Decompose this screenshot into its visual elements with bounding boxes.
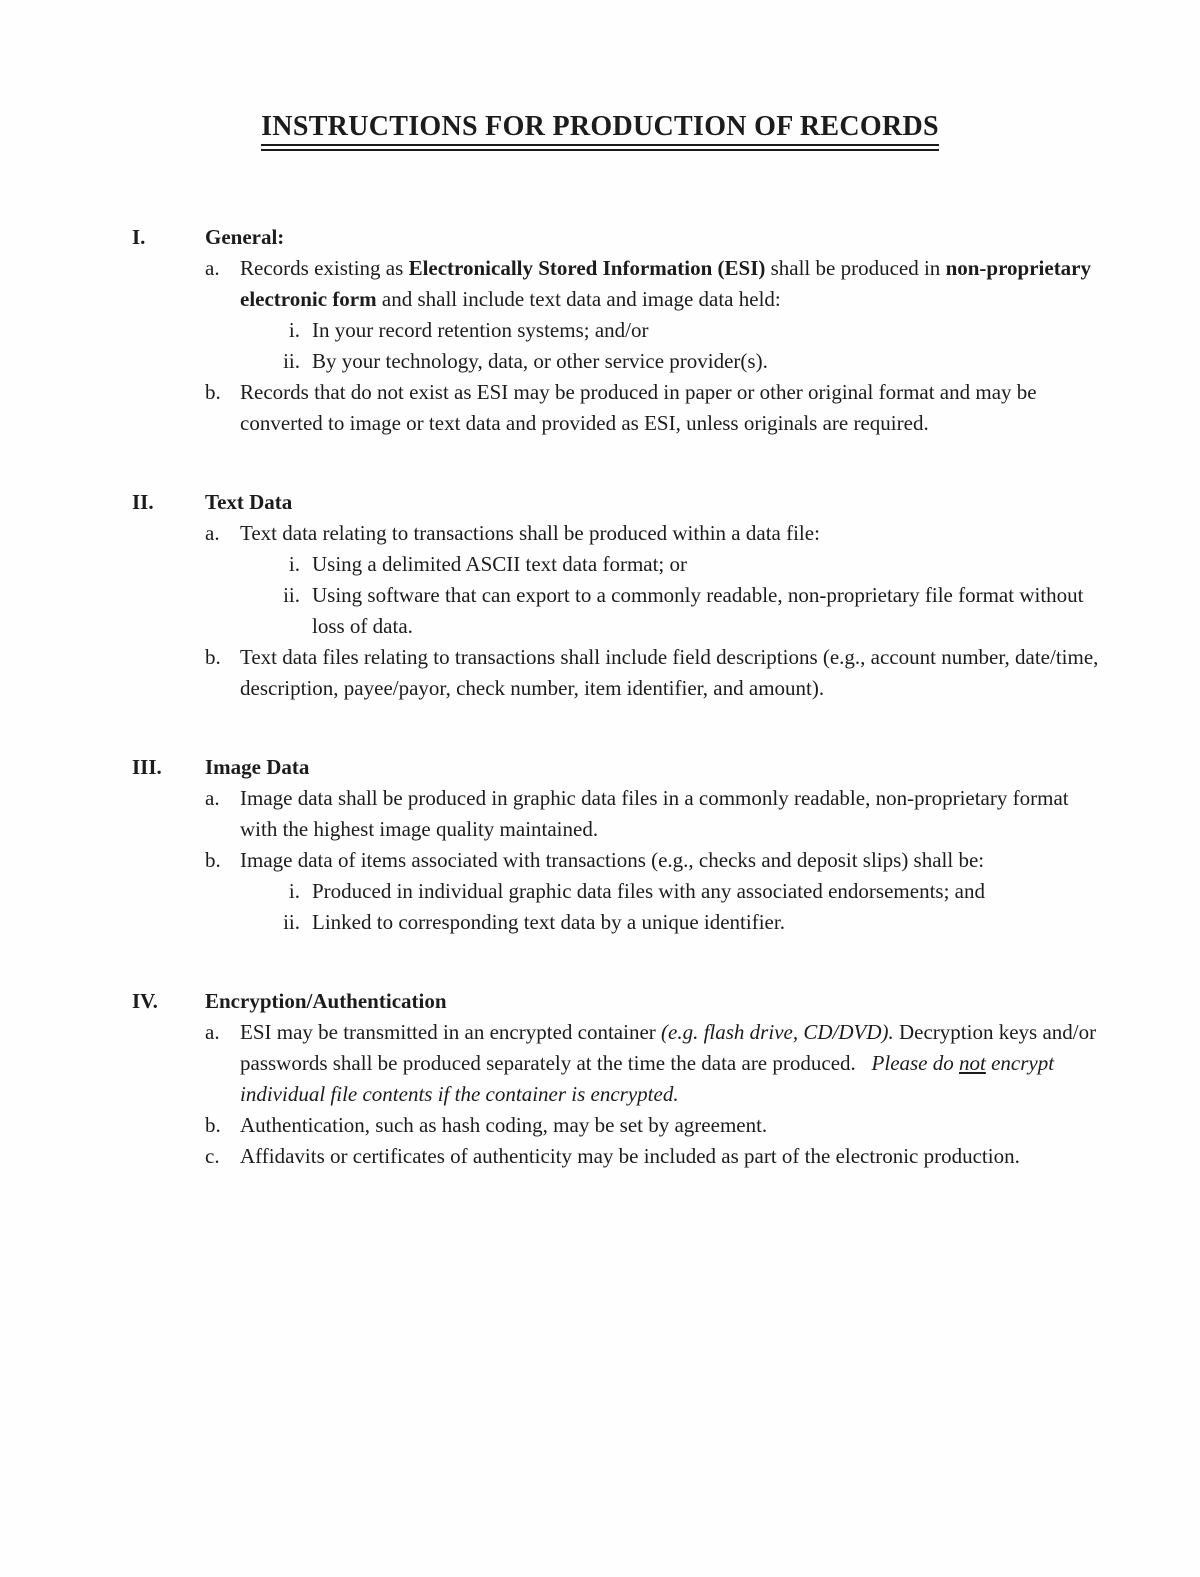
text-segment: Linked to corresponding text data by a unique identifier. bbox=[312, 909, 785, 934]
section-body bbox=[205, 986, 1100, 1172]
text-segment: Decryption keys and/or passwords shall be produced separately at the time the data are produced. bbox=[240, 1019, 1097, 1075]
section-body bbox=[205, 487, 1100, 704]
list-item bbox=[205, 253, 1100, 377]
item-marker: b. bbox=[205, 1112, 221, 1137]
subitem-text bbox=[312, 580, 1100, 642]
text-segment: and shall include text data and image data held: bbox=[376, 286, 781, 311]
item-marker: b. bbox=[205, 379, 221, 404]
subitem-marker: ii. bbox=[283, 348, 300, 373]
section-numeral: III. bbox=[132, 754, 162, 779]
text-segment: Produced in individual graphic data files with any associated endorsements; and bbox=[312, 878, 985, 903]
item-marker: b. bbox=[205, 847, 221, 872]
list-item bbox=[205, 642, 1100, 704]
list-item bbox=[205, 1141, 1100, 1172]
text-segment: not bbox=[959, 1050, 986, 1075]
item-text bbox=[240, 845, 1100, 876]
text-segment: Records that do not exist as ESI may be produced in paper or other original format and may be converted to image or text data and provided as ESI, unless originals are required. bbox=[240, 379, 1037, 435]
document-title: INSTRUCTIONS FOR PRODUCTION OF RECORDS bbox=[261, 111, 939, 151]
item-body bbox=[240, 1110, 1100, 1141]
text-segment: (e.g. flash drive, CD/DVD). bbox=[661, 1019, 894, 1044]
section-block bbox=[132, 986, 1100, 1172]
item-text bbox=[240, 642, 1100, 704]
text-segment: Image data of items associated with transactions (e.g., checks and deposit slips) shall be: bbox=[240, 847, 985, 872]
text-segment: shall be produced in bbox=[765, 255, 946, 280]
sublist-item bbox=[270, 580, 1100, 642]
item-body bbox=[240, 377, 1100, 439]
subitem-text bbox=[312, 549, 1100, 580]
section-body bbox=[205, 222, 1100, 439]
text-segment: Text data relating to transactions shall be produced within a data file: bbox=[240, 520, 820, 545]
list-item bbox=[205, 1110, 1100, 1141]
section-block bbox=[132, 752, 1100, 938]
subitem-marker: i. bbox=[288, 551, 300, 576]
section-numeral: I. bbox=[132, 224, 146, 249]
item-body bbox=[240, 1017, 1100, 1110]
item-marker: a. bbox=[205, 1019, 220, 1044]
sublist-item bbox=[270, 346, 1100, 377]
item-body bbox=[240, 642, 1100, 704]
text-segment: Using a delimited ASCII text data format; or bbox=[312, 551, 688, 576]
text-segment: ESI may be transmitted in an encrypted container bbox=[240, 1019, 662, 1044]
section-heading: Encryption/Authentication bbox=[205, 988, 447, 1013]
item-body bbox=[240, 253, 1100, 377]
item-body bbox=[240, 845, 1100, 938]
item-text bbox=[240, 1110, 1100, 1141]
item-marker: a. bbox=[205, 785, 220, 810]
item-body bbox=[240, 518, 1100, 642]
item-body bbox=[240, 1141, 1100, 1172]
section-numeral: II. bbox=[132, 489, 154, 514]
section-block bbox=[132, 487, 1100, 704]
item-marker: a. bbox=[205, 255, 220, 280]
list-item bbox=[205, 845, 1100, 938]
list-item bbox=[205, 1017, 1100, 1110]
sublist-item bbox=[270, 549, 1100, 580]
list-item bbox=[205, 783, 1100, 845]
text-segment: non-proprietary electronic form bbox=[240, 255, 1092, 311]
text-segment: By your technology, data, or other service provider(s). bbox=[312, 348, 768, 373]
section-body bbox=[205, 752, 1100, 938]
text-segment: Affidavits or certificates of authenticity may be included as part of the electronic production. bbox=[240, 1143, 1020, 1168]
sections-container bbox=[0, 222, 1200, 1172]
subitem-marker: i. bbox=[288, 878, 300, 903]
subitem-text bbox=[312, 315, 1100, 346]
section-numeral: IV. bbox=[132, 988, 158, 1013]
title-row bbox=[0, 0, 1200, 170]
item-body bbox=[240, 783, 1100, 845]
item-text bbox=[240, 253, 1100, 315]
item-text bbox=[240, 783, 1100, 845]
section-heading: Image Data bbox=[205, 754, 310, 779]
text-segment: Using software that can export to a commonly readable, non-proprietary file format without loss of data. bbox=[312, 582, 1084, 638]
item-text bbox=[240, 1017, 1100, 1110]
subitem-marker: ii. bbox=[283, 909, 300, 934]
text-segment: Image data shall be produced in graphic data files in a commonly readable, non-proprietary format with the highest image quality maintained. bbox=[240, 785, 1069, 841]
text-segment: Electronically Stored Information (ESI) bbox=[408, 255, 766, 280]
item-marker: c. bbox=[205, 1143, 220, 1168]
section-block bbox=[132, 222, 1100, 439]
item-text bbox=[240, 377, 1100, 439]
text-segment: encrypt individual file contents if the container is encrypted. bbox=[240, 1050, 1055, 1106]
list-item bbox=[205, 377, 1100, 439]
subitem-marker: i. bbox=[288, 317, 300, 342]
item-marker: b. bbox=[205, 644, 221, 669]
sublist-item bbox=[270, 907, 1100, 938]
item-marker: a. bbox=[205, 520, 220, 545]
item-text bbox=[240, 518, 1100, 549]
subitem-text bbox=[312, 907, 1100, 938]
section-heading: Text Data bbox=[205, 489, 293, 514]
list-item bbox=[205, 518, 1100, 642]
text-segment: Authentication, such as hash coding, may be set by agreement. bbox=[240, 1112, 768, 1137]
item-text bbox=[240, 1141, 1100, 1172]
subitem-text bbox=[312, 876, 1100, 907]
sublist-item bbox=[270, 876, 1100, 907]
subitem-marker: ii. bbox=[283, 582, 300, 607]
text-segment: Text data files relating to transactions shall include field descriptions (e.g., account number, date/time, description, payee/payor, check number, item identifier, and amount). bbox=[240, 644, 1099, 700]
section-heading: General: bbox=[205, 224, 285, 249]
sublist-item bbox=[270, 315, 1100, 346]
text-segment: In your record retention systems; and/or bbox=[312, 317, 649, 342]
subitem-text bbox=[312, 346, 1100, 377]
text-segment: Records existing as bbox=[240, 255, 409, 280]
text-segment: Please do bbox=[871, 1050, 960, 1075]
